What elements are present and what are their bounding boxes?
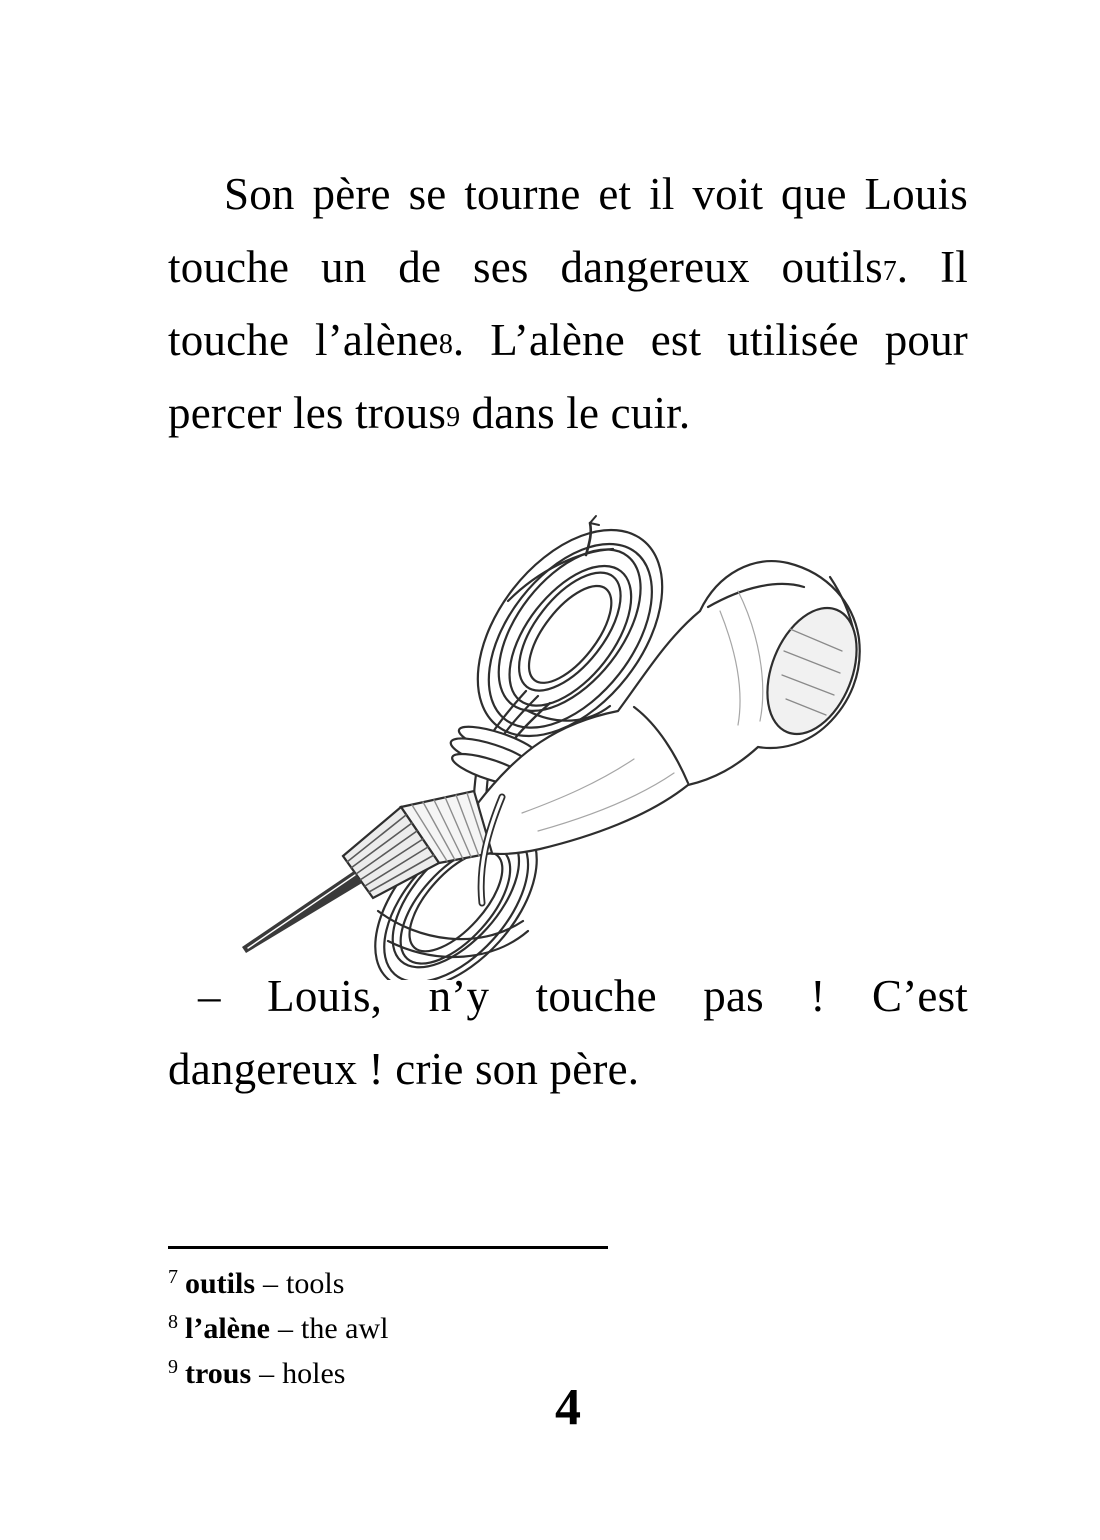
footnote-translation: holes [282,1357,346,1390]
footnote-translation: the awl [300,1312,389,1345]
narration-line-2 [168,231,968,304]
paragraph-narration [168,158,968,450]
awl-handle [478,561,870,854]
dialogue-line-2 [168,1033,968,1106]
footnote-marker: 7 [168,1266,178,1288]
dialogue-text: dangereux ! crie son père. [168,1044,640,1094]
narration-text: touche l’alène [168,315,439,365]
footnote-item [168,1303,968,1348]
footnote-item [168,1258,968,1303]
narration-text: . L’alène est utilisée pour [452,315,968,365]
footnote-term: trous [185,1357,252,1390]
footnotes [168,1246,968,1393]
narration-text: Son père se tourne et il voit que Louis [224,169,968,219]
footnote-dash: – [259,1357,275,1390]
footnote-translation: tools [286,1267,345,1300]
narration-text: percer les trous [168,388,447,438]
dialogue-text: – Louis, n’y touche pas ! C’est [198,971,968,1021]
page-number: 4 [555,1379,581,1436]
awl-needle [242,871,362,953]
cord-tip [586,516,599,555]
narration-text: dans le cuir. [460,388,691,438]
footnote-ref-8: 8 [438,329,453,360]
awl-drawing [238,510,870,980]
footnote-term: l’alène [185,1312,270,1345]
narration-text: . Il [896,242,968,292]
footnote-ref-9: 9 [446,402,461,433]
narration-line-1 [168,158,968,231]
footnote-dash: – [263,1267,279,1300]
footnote-separator [168,1246,608,1249]
footnote-ref-7: 7 [882,256,897,287]
narration-line-4 [168,377,968,450]
awl-illustration [238,510,870,980]
narration-line-3 [168,304,968,377]
narration-text: touche un de ses dangereux outils [168,242,883,292]
footnote-marker: 8 [168,1311,178,1333]
footnote-marker: 9 [168,1356,178,1378]
footnote-dash: – [277,1312,293,1345]
footnote-term: outils [185,1267,256,1300]
paragraph-dialogue [168,960,968,1106]
dialogue-line-1 [168,960,968,1033]
